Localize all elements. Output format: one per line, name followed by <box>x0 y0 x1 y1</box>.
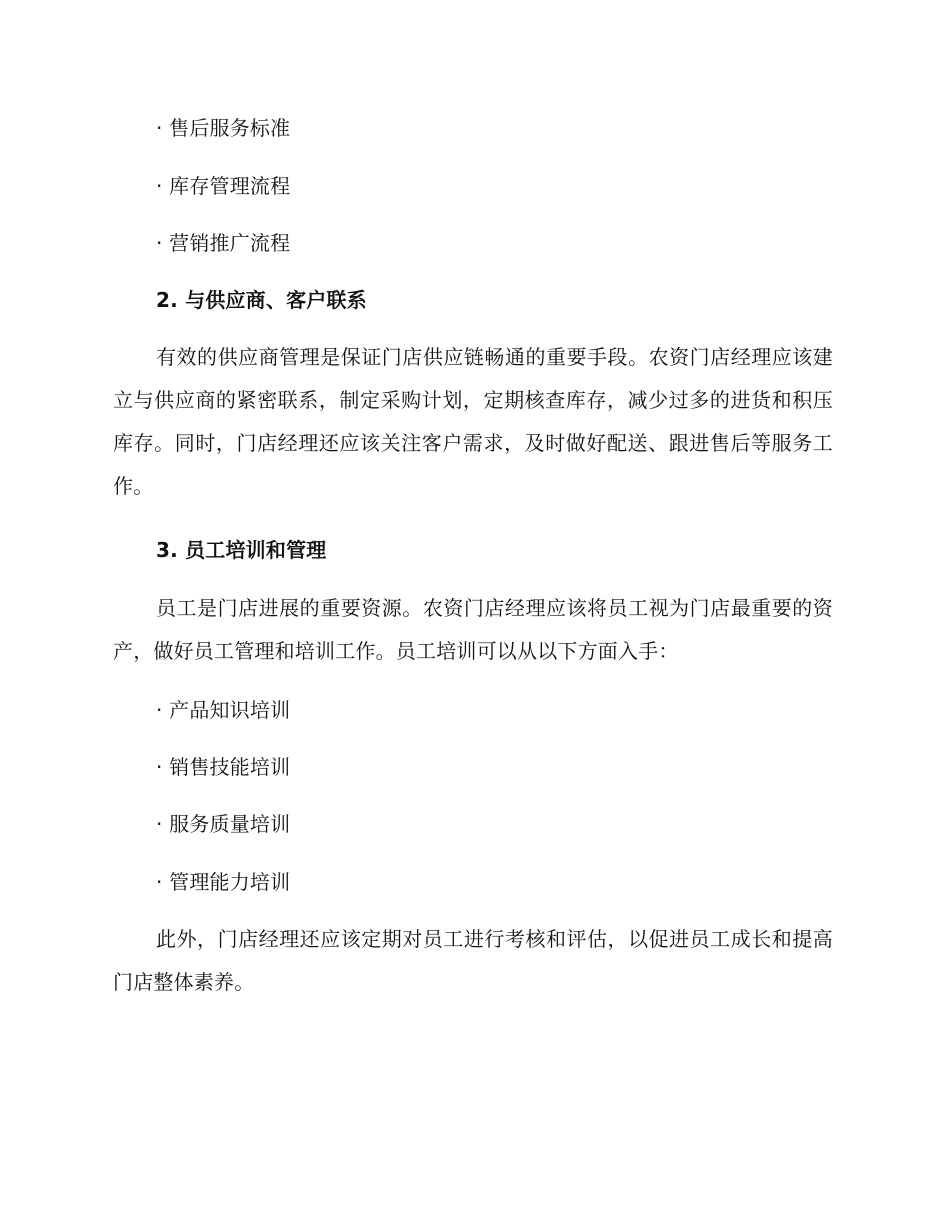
list-item: · 营销推广流程 <box>156 231 291 255</box>
section-heading: 3. 员工培训和管理 <box>156 538 327 562</box>
section-heading: 2. 与供应商、客户联系 <box>156 288 367 312</box>
list-item: · 销售技能培训 <box>156 755 291 779</box>
list-item: · 服务质量培训 <box>156 812 291 836</box>
list-item: · 管理能力培训 <box>156 870 291 894</box>
list-item: · 库存管理流程 <box>156 174 291 198</box>
list-item: · 售后服务标准 <box>156 116 291 140</box>
list-item: · 产品知识培训 <box>156 698 291 722</box>
paragraph: 有效的供应商管理是保证门店供应链畅通的重要手段。农资门店经理应该建立与供应商的紧密联系，制定采购计划，定期核查库存，减少过多的进货和积压库存。同时，门店经理还应该关注客户需求，及时做好配送、跟进售后等服务工作。 <box>113 345 833 498</box>
paragraph: 此外，门店经理还应该定期对员工进行考核和评估，以促进员工成长和提高门店整体素养。 <box>113 927 833 994</box>
paragraph: 员工是门店进展的重要资源。农资门店经理应该将员工视为门店最重要的资产，做好员工管理和培训工作。员工培训可以从以下方面入手： <box>113 596 833 663</box>
